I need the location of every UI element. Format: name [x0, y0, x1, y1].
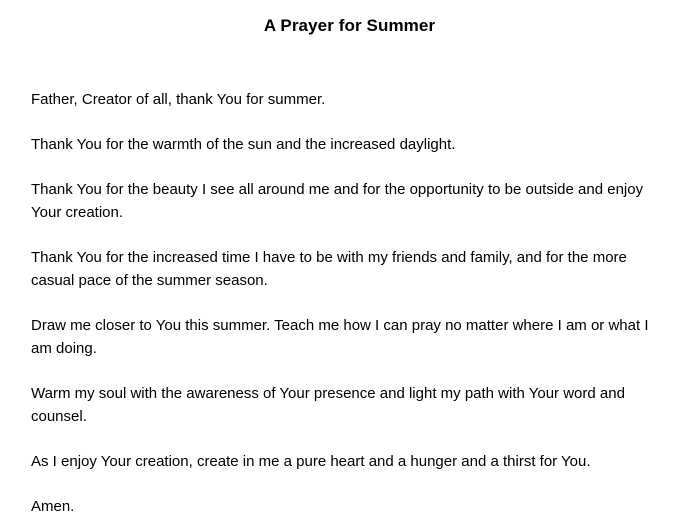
paragraph-amen: Amen.	[31, 498, 75, 515]
paragraph: Draw me closer to You this summer. Teach me how I can pray no matter where I am or what I am doing.	[31, 317, 649, 357]
paragraph: Thank You for the beauty I see all around me and for the opportunity to be outside and enjoy Your creation.	[31, 181, 644, 221]
document-title: A Prayer for Summer	[263, 16, 436, 35]
paragraph: Father, Creator of all, thank You for summer.	[31, 91, 326, 108]
paragraph: Warm my soul with the awareness of Your presence and light my path with Your word and counsel.	[31, 385, 625, 425]
paragraph: Thank You for the increased time I have to be with my friends and family, and for the more casual pace of the summer season.	[31, 249, 627, 289]
paragraph: Thank You for the warmth of the sun and the increased daylight.	[31, 136, 456, 153]
paragraph: As I enjoy Your creation, create in me a pure heart and a hunger and a thirst for You.	[31, 453, 591, 470]
